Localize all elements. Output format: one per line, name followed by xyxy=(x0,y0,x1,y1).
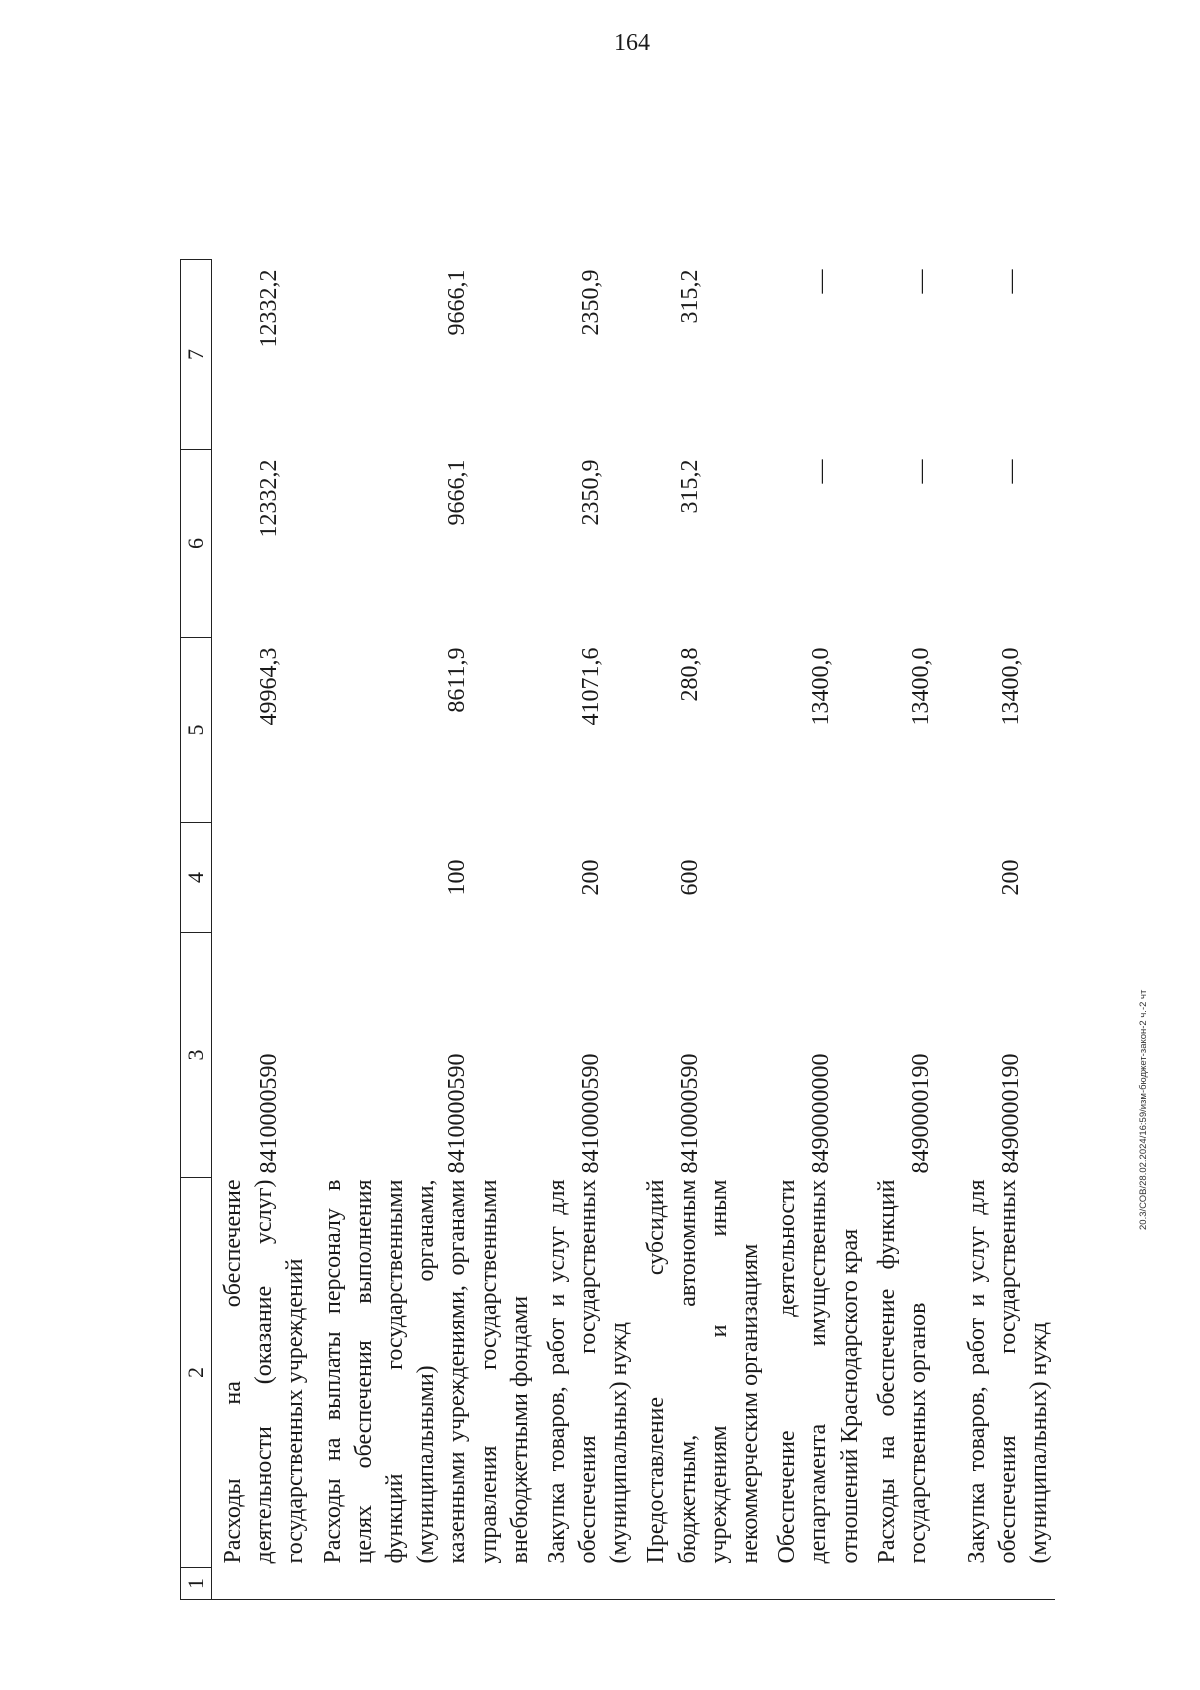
row-value-5: 280,8 xyxy=(677,647,704,702)
row-code: 8410000590 xyxy=(443,1053,470,1174)
row-description: Расходы на выплаты персоналу в целях обеспечения выполнения функций государственными (муниципальными) органами, казенными учреждениями, органами управления государственными внебюджетными фондами xyxy=(319,1179,533,1564)
page-number: 164 xyxy=(614,30,650,56)
table-row xyxy=(536,260,636,1600)
row-value-6: 12332,2 xyxy=(256,459,282,538)
row-value-5: 41071,6 xyxy=(577,647,604,726)
row-description: Расходы на обеспечение функций государственных органов xyxy=(873,1179,931,1564)
header-col-3: 3 xyxy=(181,933,212,1178)
table-row xyxy=(635,260,766,1600)
row-description: Обеспечение деятельности департамента имущественных отношений Краснодарского края xyxy=(774,1179,863,1564)
row-code: 8410000590 xyxy=(577,1053,604,1174)
row-code: 8490000190 xyxy=(907,1053,934,1174)
table-row xyxy=(866,260,956,1600)
table-row xyxy=(766,260,866,1600)
row-type: 100 xyxy=(443,859,470,896)
row-value-6: — xyxy=(808,459,835,484)
row-value-6: — xyxy=(997,459,1024,484)
row-value-7: 12332,2 xyxy=(256,269,282,348)
header-row xyxy=(181,260,212,1600)
row-value-6: 2350,9 xyxy=(577,459,604,526)
header-col-2: 2 xyxy=(181,1178,212,1568)
row-type xyxy=(212,823,312,933)
row-description: Расходы на обеспечение деятельности (оказание услуг) государственных учреждений xyxy=(220,1179,309,1564)
header-col-6: 6 xyxy=(181,450,212,638)
row-value-6: 9666,1 xyxy=(443,459,470,526)
row-type: 600 xyxy=(677,859,704,896)
table-row xyxy=(312,260,536,1600)
row-value-7: — xyxy=(808,269,835,294)
budget-table xyxy=(180,259,1055,1600)
row-type xyxy=(866,823,956,933)
row-code: 8490000000 xyxy=(808,1053,835,1174)
header-col-1: 1 xyxy=(181,1568,212,1600)
row-value-7: — xyxy=(997,269,1024,294)
row-type: 200 xyxy=(997,859,1024,896)
row-value-5: 49964,3 xyxy=(256,647,282,726)
row-code: 8410000590 xyxy=(256,1053,282,1174)
row-description: Закупка товаров, работ и услуг для обеспечения государственных (муниципальных) нужд xyxy=(543,1179,633,1564)
row-value-7: 9666,1 xyxy=(443,269,470,336)
row-value-6: — xyxy=(907,459,934,484)
row-value-7: 2350,9 xyxy=(577,269,604,336)
row-value-5: 13400,0 xyxy=(808,647,835,726)
header-col-7: 7 xyxy=(181,260,212,450)
row-value-5: 8611,9 xyxy=(443,647,470,713)
row-value-6: 315,2 xyxy=(677,459,704,514)
row-type: 200 xyxy=(577,859,604,896)
row-value-7: — xyxy=(907,269,934,294)
row-description: Закупка товаров, работ и услуг для обеспечения государственных (муниципальных) нужд xyxy=(963,1179,1053,1564)
row-value-5: 13400,0 xyxy=(907,647,934,726)
header-col-5: 5 xyxy=(181,638,212,823)
footer-code: 20.3/СОВ/28.02.2024/16:59/изм-бюджет-закон-2 ч.-2 чт xyxy=(1138,989,1149,1230)
row-code: 8410000590 xyxy=(677,1053,704,1174)
row-value-7: 315,2 xyxy=(677,269,704,324)
row-value-5: 13400,0 xyxy=(997,647,1024,726)
table-row xyxy=(212,260,312,1600)
budget-table-rotated xyxy=(180,260,1135,1600)
header-col-4: 4 xyxy=(181,823,212,933)
row-code: 8490000190 xyxy=(997,1053,1024,1174)
table-row xyxy=(956,260,1056,1600)
row-description: Предоставление субсидий бюджетным, автономным учреждениям и иным некоммерческим организациям xyxy=(643,1179,763,1564)
row-type xyxy=(766,823,866,933)
